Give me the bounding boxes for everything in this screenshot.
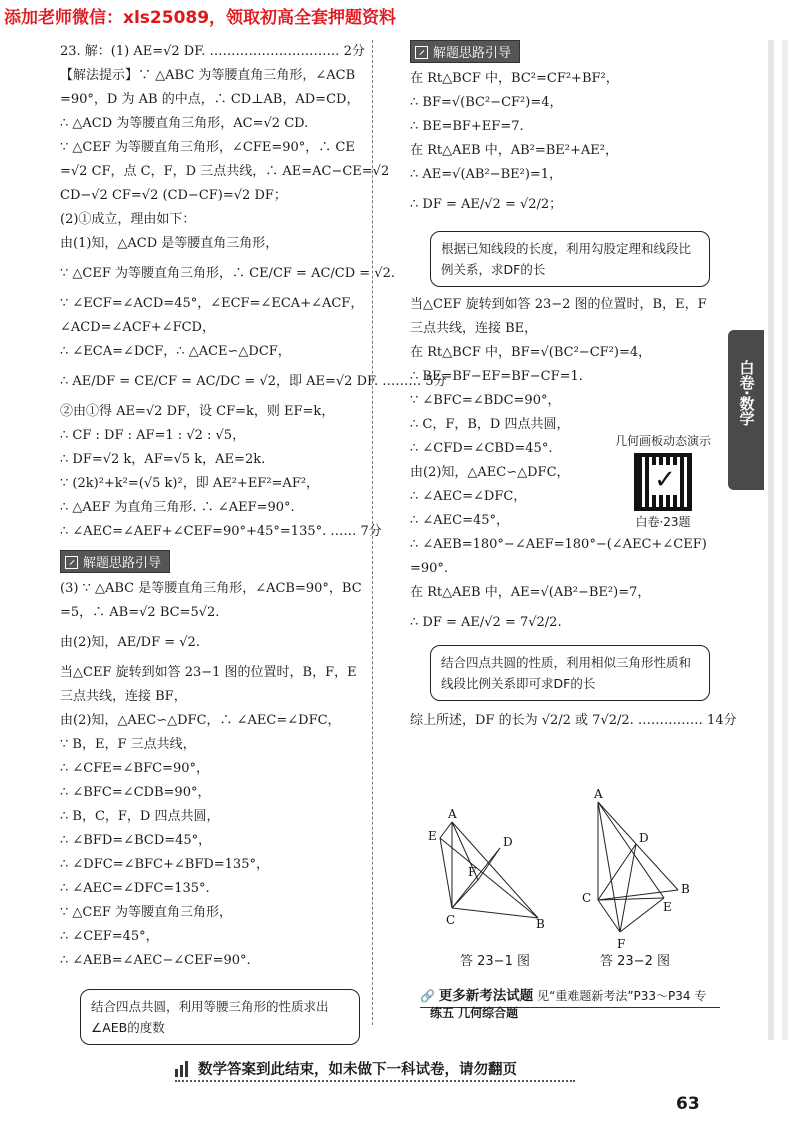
bars-icon <box>175 1061 190 1081</box>
text-line: ∴ ∠AEC=∠DFC=135°. <box>60 881 210 896</box>
label-D: D <box>639 831 649 845</box>
text-line: ∴ BE=BF+EF=7. <box>410 119 524 134</box>
text-line: ∵ △CEF 为等腰直角三角形， <box>60 905 232 920</box>
text-line: ∴ BF=√(BC²−CF²)=4， <box>410 95 563 110</box>
figure-caption: 答 23−1 图 <box>460 954 530 969</box>
more-title: 更多新考法试题 <box>438 988 534 1004</box>
hint-note: 根据已知线段的长度，利用勾股定理和线段比例关系，求DF的长 <box>430 231 710 287</box>
text-line: ∴ △ACD 为等腰直角三角形，AC=√2 CD. <box>60 116 309 131</box>
page-edge-stripe <box>768 40 774 1040</box>
label-D: D <box>503 835 513 849</box>
qr-caption: 白卷·23题 <box>635 515 691 529</box>
link-icon: 🔗 <box>420 989 435 1003</box>
solution-part-3 <box>60 577 360 973</box>
right-column <box>410 40 737 733</box>
text-line: 三点共线，连接 BE， <box>410 321 538 336</box>
solution-case-1 <box>410 67 710 223</box>
text-line: ∴ △AEF 为直角三角形. ∴ ∠AEF=90°. <box>60 500 295 515</box>
text-line: ∴ ∠AEB=180°−∠AEF=180°−(∠AEC+∠CEF) <box>410 537 707 552</box>
text-line: 【解法提示】∵ △ABC 为等腰直角三角形，∠ACB <box>60 68 356 83</box>
text-line: ∴ CF : DF : AF=1 : √2 : √5， <box>60 428 246 443</box>
text-line: 23. 解：(1) AE=√2 DF. ………………………… 2分 <box>60 44 365 59</box>
label-A: A <box>448 807 457 821</box>
text-line: 当△CEF 旋转到如答 23−2 图的位置时，B，E，F <box>410 297 707 312</box>
figure-caption: 答 23−2 图 <box>600 954 670 969</box>
text-line: ∵ ∠BFC=∠BDC=90°， <box>410 393 561 408</box>
text-line: ∴ ∠BFC=∠CDB=90°， <box>60 785 211 800</box>
section-heading: 解题思路引导 <box>60 550 170 573</box>
text-line: ∴ ∠AEC=∠AEF+∠CEF=90°+45°=135°. …… 7分 <box>60 524 382 539</box>
label-C: C <box>582 891 592 905</box>
text-line: ∴ ∠AEB=∠AEC−∠CEF=90°. <box>60 953 251 968</box>
qr-code-icon[interactable] <box>634 453 692 511</box>
hint-note: 结合四点共圆的性质，利用相似三角形性质和线段比例关系即可求DF的长 <box>430 645 710 701</box>
text-line: ∴ ∠DFC=∠BFC+∠BFD=135°， <box>60 857 269 872</box>
text-line: (2)①成立，理由如下： <box>60 212 196 227</box>
text-line: ∴ AE/DF = CE/CF = AC/DC = √2，即 AE=√2 DF. ……… 5分 <box>60 374 447 389</box>
text-line: ∴ ∠BFD=∠BCD=45°， <box>60 833 212 848</box>
label-E: E <box>428 829 437 843</box>
section-heading: 解题思路引导 <box>410 40 520 63</box>
text-line: CD−√2 CF=√2 (CD−CF)=√2 DF； <box>60 188 287 203</box>
text-line: ∴ C，F，B，D 四点共圆， <box>410 417 570 432</box>
text-line: ∠ACD=∠ACF+∠FCD， <box>60 320 215 335</box>
text-line: ∴ ∠ECA=∠DCF，∴ △ACE∽△DCF， <box>60 344 291 359</box>
text-line: =90°，D 为 AB 的中点，∴ CD⊥AB，AD=CD， <box>60 92 360 107</box>
text-line: ∴ ∠AEC=45°， <box>410 513 510 528</box>
text-line: (3) ∵ △ABC 是等腰直角三角形，∠ACB=90°，BC <box>60 581 362 596</box>
text-line: ∵ (2k)²+k²=(√5 k)²，即 AE²+EF²=AF²， <box>60 476 320 491</box>
text-line: =5，∴ AB=√2 BC=5√2. <box>60 605 220 620</box>
footer-rule <box>175 1080 575 1082</box>
figure-23-1 <box>440 822 538 918</box>
side-tab-label: 白卷·数学 <box>737 360 756 426</box>
text-line: ∴ ∠CFE=∠BFC=90°， <box>60 761 209 776</box>
left-column <box>60 40 447 1049</box>
qr-code-block[interactable] <box>613 432 713 530</box>
text-line: ∴ ∠CFD=∠CBD=45°. <box>410 441 553 456</box>
text-line: ∴ DF=√2 k，AF=√5 k，AE=2k. <box>60 452 266 467</box>
text-line: 由(2)知，△AEC∽△DFC， <box>410 465 570 480</box>
text-line: =90°. <box>410 561 449 576</box>
geometry-figures <box>420 787 720 970</box>
text-line: 由(1)知，△ACD 是等腰直角三角形， <box>60 236 279 251</box>
pencil-icon <box>65 556 78 569</box>
text-line: 当△CEF 旋转到如答 23−1 图的位置时，B，F，E <box>60 665 357 680</box>
text-line: ∵ B，E，F 三点共线， <box>60 737 196 752</box>
page-edge-stripe <box>782 40 788 1040</box>
label-E: E <box>663 900 672 914</box>
qr-title: 几何画板动态演示 <box>614 434 711 448</box>
text-line: ∴ AE=√(AB²−BE²)=1， <box>410 167 563 182</box>
text-line: ∵ ∠ECF=∠ACD=45°，∠ECF=∠ECA+∠ACF， <box>60 296 364 311</box>
text-line: ∵ △CEF 为等腰直角三角形，∠CFE=90°，∴ CE <box>60 140 355 155</box>
label-C: C <box>446 913 456 927</box>
text-line: 由(2)知，△AEC∽△DFC，∴ ∠AEC=∠DFC， <box>60 713 341 728</box>
pencil-icon <box>415 46 428 59</box>
promo-banner: 添加老师微信：xls25089，领取初高全套押题资料 <box>4 8 397 28</box>
hint-note: 结合四点共圆，利用等腰三角形的性质求出∠AEB的度数 <box>80 989 360 1045</box>
text-line: ②由①得 AE=√2 DF，设 CF=k，则 EF=k， <box>60 404 335 419</box>
text-line: ∵ △CEF 为等腰直角三角形，∴ CE/CF = AC/CD = √2. <box>60 266 395 281</box>
label-F: F <box>617 937 626 951</box>
text-line: 三点共线，连接 BF， <box>60 689 187 704</box>
side-tab <box>728 330 764 490</box>
label-B: B <box>536 917 545 931</box>
page-number: 63 <box>676 1094 700 1114</box>
practice-label: 练五 几何综合题 <box>430 1006 519 1020</box>
page-footer <box>175 1058 595 1081</box>
text-line: ∴ B，C，F，D 四点共圆， <box>60 809 220 824</box>
more-ref: 见“重难题新考法”P33～P34 专 <box>537 989 707 1003</box>
solution-part-1-2 <box>60 40 447 544</box>
text-line: 在 Rt△BCF 中，BF=√(BC²−CF²)=4， <box>410 345 652 360</box>
text-line: ∴ BE=BF−EF=BF−CF=1. <box>410 369 583 384</box>
label-A: A <box>594 787 603 801</box>
label-B: B <box>681 882 690 896</box>
text-line: ∴ ∠CEF=45°， <box>60 929 159 944</box>
text-line: 由(2)知，AE/DF = √2. <box>60 635 200 650</box>
text-line: ∴ DF = AE/√2 = √2/2； <box>410 197 563 212</box>
text-line: 在 Rt△AEB 中，AE=√(AB²−BE²)=7， <box>410 585 651 600</box>
conclusion: 综上所述，DF 的长为 √2/2 或 7√2/2. …………… 14分 <box>410 713 737 728</box>
text-line: =√2 CF，点 C，F，D 三点共线，∴ AE=AC−CE=√2 <box>60 164 390 179</box>
figures <box>420 787 720 970</box>
text-line: ∴ DF = AE/√2 = 7√2/2. <box>410 615 562 630</box>
text-line: 在 Rt△BCF 中，BC²=CF²+BF²， <box>410 71 619 86</box>
footer-text: 数学答案到此结束，如未做下一科试卷，请勿翻页 <box>198 1062 517 1078</box>
label-F: F <box>468 865 477 879</box>
text-line: 在 Rt△AEB 中，AB²=BE²+AE²， <box>410 143 618 158</box>
text-line: ∴ ∠AEC=∠DFC， <box>410 489 527 504</box>
